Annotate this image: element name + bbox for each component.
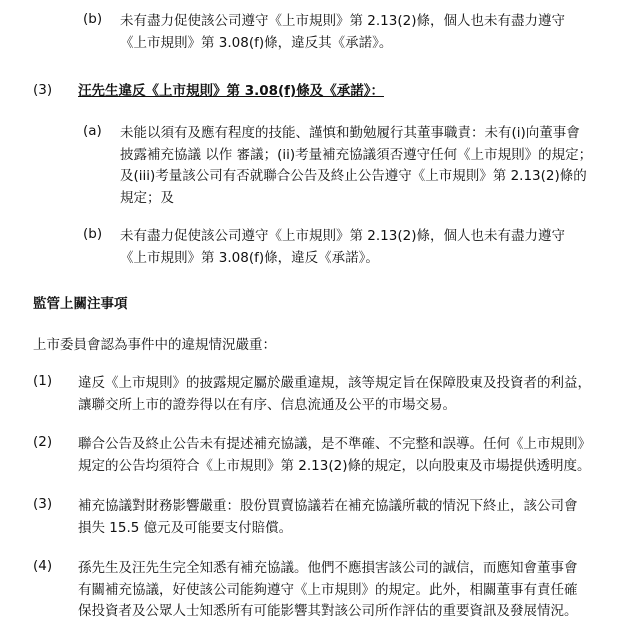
sub-item-text [120,123,624,209]
concern-text [78,558,624,623]
text-line: 違反《上市規則》的披露規定屬於嚴重違規，該等規定旨在保障股東及投資者的利益， [78,375,591,391]
text-line: 未有盡力促使該公司遵守《上市規則》第 2.13(2)條，個人也未有盡力遵守 [120,228,565,244]
concerns-heading: 監管上關注事項 [33,296,128,312]
text-line: 補充協議對財務影響嚴重：股份買賣協議若在補充協議所載的情況下終止，該公司會 [78,498,578,514]
sub-item-label: (b) [83,11,103,27]
text-line: 未有盡力促使該公司遵守《上市規則》第 2.13(2)條，個人也未有盡力遵守 [120,13,565,29]
concern-text [78,496,624,539]
text-line: 及(iii)考量該公司有否就聯合公告及終止公告遵守《上市規則》第 2.13(2)條的 [120,168,587,184]
text-line: 有關補充協議，好使該公司能夠遵守《上市規則》的規定。此外，相關董事有責任確 [78,581,578,598]
concern-label: (1) [33,373,53,389]
concerns-intro: 上市委員會認為事件中的違規情況嚴重： [33,337,276,353]
text-line: 孫先生及汪先生完全知悉有補充協議。他們不應損害該公司的誠信，而應知會董事會 [78,560,578,576]
concern-label: (2) [33,434,53,450]
concern-label: (3) [33,496,53,512]
concern-text [78,434,624,477]
text-line: 《上市規則》第 3.08(f)條，違反其《承諾》。 [120,34,393,51]
sub-item-text [120,226,624,269]
text-line: 規定；及 [120,189,174,206]
text-line: 《上市規則》第 3.08(f)條，違反《承諾》。 [120,249,379,266]
concern-label: (4) [33,558,53,574]
text-line: 披露補充協議 以作 審議；(ii)考量補充協議須否遵守任何《上市規則》的規定； [120,146,593,163]
sub-item-text [120,11,624,54]
text-line: 保投資者及公眾人士知悉所有可能影響其對該公司所作評估的重要資訊及發展情況。 [78,603,578,619]
concern-text [78,373,624,416]
section-label: (3) [33,82,53,98]
sub-item-label: (b) [83,226,103,242]
sub-item-label: (a) [83,123,102,139]
text-line: 聯合公告及終止公告未有提述補充協議，是不準確、不完整和誤導。任何《上市規則》 [78,436,591,452]
section-title: 汪先生違反《上市規則》第 3.08(f)條及《承諾》： [78,83,384,99]
text-line: 損失 15.5 億元及可能要支付賠償。 [78,519,293,536]
text-line: 讓聯交所上市的證券得以在有序、信息流通及公平的市場交易。 [78,396,456,413]
text-line: 未能以須有及應有程度的技能、謹慎和勤勉履行其董事職責：未有(i)向董事會 [120,125,580,141]
text-line: 規定的公告均須符合《上市規則》第 2.13(2)條的規定，以向股東及市場提供透明度。 [78,457,591,474]
